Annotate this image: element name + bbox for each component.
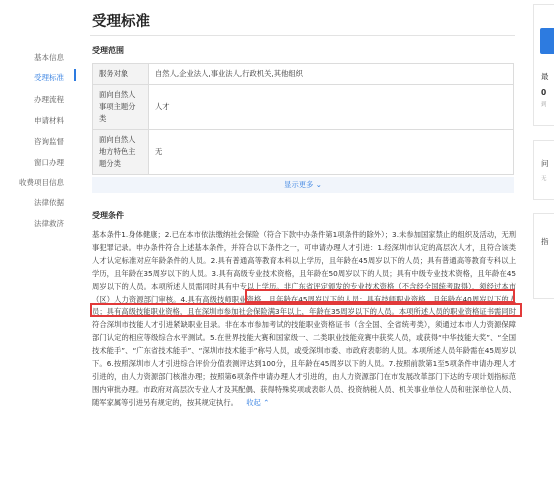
- right-panel-value-1: 0: [541, 88, 547, 97]
- conditions-text: 基本条件1.身体健康；2.已在本市依法缴纳社会保险（符合下款中办条件第1项条件的除外）；3.未参加国家禁止的组织及活动，无刑事犯罪记录。申办条件符合上述基本条件，并符合以下条件之一，可申请办理人才引进：1.经深圳市认定的高层次人才，且符合该类人才认定标准对应年龄条件的人员。2.具有普通高等教育本科以上学历，且年龄在45周岁以下的人员；具有普通高等教育专科以上学历，且年龄在35周岁以下的人员。3.具有高级专业技术资格，且年龄在50周岁以下的人员；具有中级专业技术资格，且年龄在45周岁以下的人员。本项所述人员需同时具有中专以上学历。非广东省评定颁发的专业技术资格（不含经全国统考取得），须经过本市（区）人力资源部门审核。4.具有高级技师职业资格，且年龄在45周岁以下的人员；具有技师职业资格，且年龄在40周岁以下的人员；具有高级技能职业资格，且在深圳市参加社会保险满3年以上，年龄在35周岁以下的人员。本项所述人员的职业资格证书需同时符合深圳市技能人才引进紧缺职业目录。非在本市参加考试的技能职业资格证书（含全国、全省统考类），须通过本市人力资源保障部门认定的相应等级综合水平测试。5.在世界技能大赛和国家级一、二类职业技能竞赛中获奖人员，或获得“中华技能大奖”、“全国技术能手”、“广东省技术能手”、“深圳市技术能手”称号人员，或受深圳市委、市政府表彰的人员。本项所述人员年龄需在45周岁以下。6.按照深圳市人才引进综合评价分值表测评达到100分，且年龄在45周岁以下的人员。7.按照前款第1至5项条件申请办理人才引进的，由人力资源部门核准办理；按照第6项条件申请办理人才引进的，由人力资源部门在市发展改革部门下达的专项计划指标范围内审批办理。市政府对高层次专业人才及其配偶、获得特殊奖项或表彰人员、投资纳税人员、机关事业单位人员和驻深单位人员、随军家属等引进另有规定的，按其规定执行。: [92, 230, 516, 407]
- table-value: 无: [149, 130, 514, 175]
- right-panel-card-3: [533, 213, 554, 299]
- table-key: 服务对象: [93, 64, 149, 85]
- scope-table: [92, 63, 514, 175]
- right-panel-note-1: 到: [541, 102, 547, 108]
- table-row: [93, 64, 514, 85]
- sidebar-item-materials[interactable]: 申请材料: [34, 116, 64, 125]
- sidebar-item-basic-info[interactable]: 基本信息: [34, 53, 64, 62]
- right-panel-button[interactable]: [540, 28, 554, 54]
- conditions-body: [92, 229, 516, 410]
- collapse-label: 收起: [246, 397, 261, 407]
- table-key: 面向自然人地方特色主题分类: [93, 130, 149, 175]
- right-panel-note-2: 无: [541, 176, 547, 182]
- conditions-heading: 受理条件: [92, 211, 124, 220]
- sidebar-item-process[interactable]: 办理流程: [34, 95, 64, 104]
- right-panel-title-1: 最: [541, 72, 549, 81]
- collapse-button[interactable]: [240, 398, 269, 407]
- chevron-down-icon: ⌄: [315, 180, 322, 189]
- table-key: 面向自然人事项主题分类: [93, 85, 149, 130]
- table-value: 人才: [149, 85, 514, 130]
- show-more-button[interactable]: [92, 177, 514, 193]
- right-panel-card-2: [533, 140, 554, 200]
- table-value: 自然人,企业法人,事业法人,行政机关,其他组织: [149, 64, 514, 85]
- show-more-label: 显示更多: [284, 180, 314, 189]
- sidebar-item-fees[interactable]: 收费项目信息: [19, 178, 64, 187]
- page-title: 受理标准: [92, 14, 150, 30]
- table-row: [93, 130, 514, 175]
- table-row: [93, 85, 514, 130]
- highlight-box-2: [90, 303, 522, 317]
- sidebar-active-marker: [74, 69, 76, 81]
- right-panel-title-2: 问: [541, 159, 549, 168]
- sidebar-item-consult[interactable]: 咨询监督: [34, 137, 64, 146]
- scope-heading: 受理范围: [92, 46, 124, 55]
- sidebar-item-window[interactable]: 窗口办理: [34, 158, 64, 167]
- title-divider: [90, 35, 515, 36]
- right-panel-title-3: 指: [541, 237, 549, 246]
- sidebar-item-legal-remedy[interactable]: 法律救济: [34, 219, 64, 228]
- sidebar-item-acceptance-criteria[interactable]: 受理标准: [34, 73, 64, 82]
- highlight-box-1: [245, 289, 515, 303]
- chevron-up-icon: ⌃: [263, 397, 270, 407]
- sidebar-item-legal-basis[interactable]: 法律依据: [34, 198, 64, 207]
